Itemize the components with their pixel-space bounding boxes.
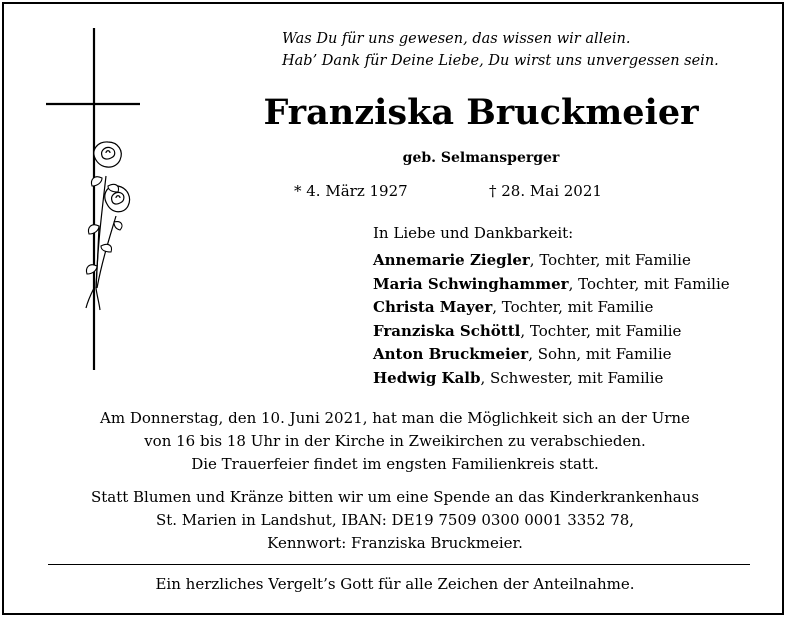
obituary-notice bbox=[2, 2, 784, 615]
mourners-intro: In Liebe und Dankbarkeit: bbox=[373, 224, 574, 242]
poem-line: Was Du für uns gewesen, das wissen wir allein. bbox=[282, 31, 631, 47]
mourner-entry bbox=[373, 320, 730, 344]
mourner-entry bbox=[373, 273, 730, 297]
mourner-entry bbox=[373, 296, 730, 320]
farewell-line: von 16 bis 18 Uhr in der Kirche in Zweikirchen zu verabschieden. bbox=[144, 432, 646, 450]
donation-line: St. Marien in Landshut, IBAN: DE19 7509 0300 0001 3352 78, bbox=[155, 511, 635, 529]
maiden-name: geb. Selmansperger bbox=[402, 150, 560, 166]
mourners-list bbox=[373, 249, 730, 390]
poem-line: Hab’ Dank für Deine Liebe, Du wirst uns unvergessen sein. bbox=[282, 53, 719, 69]
mourner-relation: , Schwester, mit Familie bbox=[480, 368, 664, 387]
mourner-name: Maria Schwinghammer bbox=[373, 274, 569, 293]
donation-line: Statt Blumen und Kränze bitten wir um eine Spende an das Kinderkrankenhaus bbox=[90, 488, 700, 506]
mourner-name: Anton Bruckmeier bbox=[373, 345, 529, 363]
mourner-name: Franziska Schöttl bbox=[373, 321, 521, 340]
mourner-entry bbox=[373, 367, 730, 391]
mourner-relation: , Tochter, mit Familie bbox=[492, 298, 654, 316]
mourner-name: Christa Mayer bbox=[373, 298, 493, 316]
memorial-poem bbox=[282, 28, 719, 72]
mourner-relation: , Sohn, mit Familie bbox=[528, 345, 672, 363]
farewell-line: Die Trauerfeier findet im engsten Familienkreis statt. bbox=[191, 455, 599, 473]
mourner-relation: , Tochter, mit Familie bbox=[520, 321, 682, 340]
donation-line: Kennwort: Franziska Bruckmeier. bbox=[267, 534, 523, 552]
closing-thanks: Ein herzliches Vergelt’s Gott für alle Zeichen der Anteilnahme. bbox=[155, 575, 635, 593]
mourner-entry bbox=[373, 249, 730, 273]
mourner-relation: , Tochter, mit Familie bbox=[529, 251, 691, 269]
divider bbox=[48, 564, 750, 565]
death-date: † 28. Mai 2021 bbox=[489, 182, 602, 200]
cross-with-roses-icon bbox=[44, 26, 144, 376]
mourner-relation: , Tochter, mit Familie bbox=[568, 274, 730, 293]
mourner-entry bbox=[373, 343, 730, 367]
mourner-name: Annemarie Ziegler bbox=[373, 251, 530, 269]
farewell-paragraph bbox=[4, 407, 786, 476]
birth-date: * 4. März 1927 bbox=[294, 182, 408, 200]
donation-paragraph bbox=[4, 486, 786, 555]
mourner-name: Hedwig Kalb bbox=[373, 368, 481, 387]
deceased-name: Franziska Bruckmeier bbox=[263, 92, 699, 133]
farewell-line: Am Donnerstag, den 10. Juni 2021, hat man die Möglichkeit sich an der Urne bbox=[100, 409, 690, 427]
